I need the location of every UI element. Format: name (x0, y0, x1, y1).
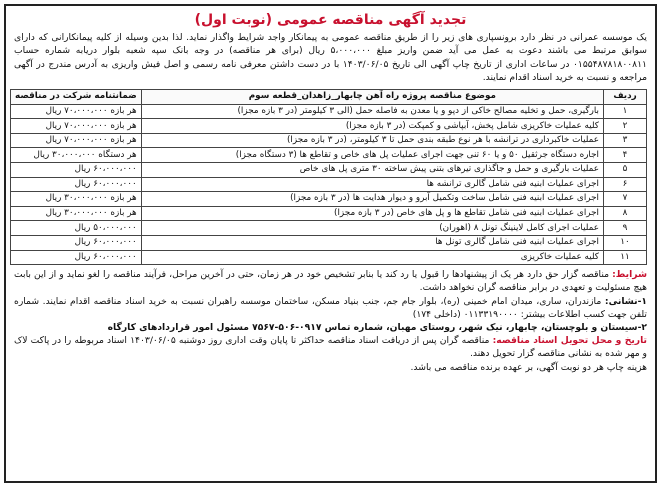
row-number: ۷ (604, 192, 647, 207)
row-subject: اجرای عملیات ابنیه فنی شامل ساخت وتکمیل آبرو و دیوار هدایت ها (در ۳ بازه مجزا) (141, 192, 603, 207)
tender-notice (4, 4, 657, 483)
deadline-label: تاریخ و محل تحویل اسناد مناقصه: (492, 335, 647, 347)
row-guarantee: هر بازه ۷۰،۰۰۰،۰۰۰ ریال (11, 119, 142, 134)
table-row (11, 133, 647, 148)
row-subject: کلیه عملیات خاکریزی شامل پخش، آبپاشی و کمپکت (در ۳ بازه مجزا) (141, 119, 603, 134)
row-number: ۶ (604, 177, 647, 192)
row-guarantee: هر بازه ۷۰،۰۰۰،۰۰۰ ریال (11, 104, 142, 119)
row-number: ۹ (604, 221, 647, 236)
fee-paragraph: هزینه چاپ هر دو نوبت آگهی، بر عهده برنده مناقصه می باشد. (410, 361, 647, 373)
table-row (11, 221, 647, 236)
table-row (11, 250, 647, 265)
address-paragraph (14, 295, 647, 321)
table-row (11, 192, 647, 207)
row-guarantee: ۶۰،۰۰۰،۰۰۰ ریال (11, 177, 142, 192)
row-number: ۳ (604, 133, 647, 148)
row-guarantee: ۶۰،۰۰۰،۰۰۰ ریال (11, 235, 142, 250)
row-guarantee: ۶۰،۰۰۰،۰۰۰ ریال (11, 250, 142, 265)
row-guarantee: هر بازه ۳۰،۰۰۰،۰۰۰ ریال (11, 206, 142, 221)
address2-paragraph: ۲-سیستان و بلوچستان، چابهار، نیک شهر، روستای مهبان، شماره تماس ۰۹۱۷-۵۰۶-۷۵۶۷ مسئول امور قراردادهای کارگاه (107, 321, 647, 333)
row-subject: عملیات اجرای کامل لاینینگ تونل ۸ (اهوران) (141, 221, 603, 236)
header-subject: موضوع مناقصه پروژه راه آهن چابهار_زاهدان_قطعه سوم (141, 89, 603, 104)
row-subject: عملیات خاکبرداری در ترانشه با هر نوع طبقه بندی حمل تا ۳ کیلومتر، (در ۳ بازه مجزا) (141, 133, 603, 148)
notice-intro: یک موسسه عمرانی در نظر دارد برونسپاری های زیر را از طریق مناقصه عمومی به پیمانکار واجد شرایط واگذار نماید. لذا بدین وسیله از کلیه پیمانکارانی که دارای سوابق مرتبط می باشند دعوت به عمل می آید ضمن واریز مبلغ ۵،۰۰۰،۰۰۰ ریال (برای هر مناقصه) در وجه بانک سپه شعبه بلوار دریابه شماره حساب ۰۱۵۵۴۸۷۸۱۸۰۰۸۱۱ در ساعات اداری از تاریخ چاپ آگهی الی تاریخ ۱۴۰۳/۰۶/۰۵ با در دست داشتن معرفی نامه رسمی و اصل فیش واریزی به آدرس مندرج در آگهی مراجعه و نسبت به خرید اسناد اقدام نمایند. (14, 32, 648, 84)
deadline-paragraph (14, 334, 647, 360)
row-guarantee: هر بازه ۳۰،۰۰۰،۰۰۰ ریال (11, 192, 142, 207)
table-header-row (11, 89, 647, 104)
table-row (11, 104, 647, 119)
table-row (11, 119, 647, 134)
table-row (11, 206, 647, 221)
tender-table (10, 89, 647, 266)
header-row-number: ردیف (604, 89, 647, 104)
table-row (11, 148, 647, 163)
row-subject: اجرای عملیات ابنیه فنی شامل گالری ترانشه ها (141, 177, 603, 192)
notice-title: تجدید آگهی مناقصه عمومی (نوبت اول) (194, 12, 467, 28)
row-number: ۴ (604, 148, 647, 163)
row-subject: اجاره دستگاه جرثقیل ۵۰ و یا ۶۰ تنی جهت اجرای عملیات پل های خاص و تقاطع ها (۳ دستگاه مجزا) (141, 148, 603, 163)
table-row (11, 163, 647, 178)
row-number: ۲ (604, 119, 647, 134)
notice-notes (6, 265, 655, 374)
conditions-label: شرایط: (612, 269, 647, 281)
row-number: ۱۰ (604, 235, 647, 250)
row-subject: عملیات بارگیری و حمل و جاگذاری تیرهای بتنی پیش ساخته ۳۰ متری پل های خاص (141, 163, 603, 178)
row-guarantee: ۵۰،۰۰۰،۰۰۰ ریال (11, 221, 142, 236)
address-label: ۱-نشانی: (604, 295, 648, 307)
row-guarantee: هر دستگاه ۳۰،۰۰۰،۰۰۰ ریال (11, 148, 142, 163)
row-number: ۸ (604, 206, 647, 221)
row-subject: اجرای عملیات ابنیه فنی شامل تقاطع ها و پل های خاص (در ۳ بازه مجزا) (141, 206, 603, 221)
row-guarantee: هر بازه ۷۰،۰۰۰،۰۰۰ ریال (11, 133, 142, 148)
deadline-text: مناقصه گران پس از دریافت اسناد مناقصه حداکثر تا پایان وقت اداری روز دوشنبه ۱۴۰۳/۰۶/۰۵ اسناد مربوطه را در پاکت لاک و مهر شده به نشانی مناقصه گزار تحویل دهند. (14, 335, 647, 360)
conditions-text: مناقصه گزار حق دارد هر یک از پیشنهادها را قبول یا رد کند یا بنابر تشخیص خود در هر زمان، حتی در آخرین مراحل، فرآیند مناقصه را لغو نماید و از این بابت هیچ مسئولیت و تعهدی در برابر مناقصه گران نخواهد داشت. (14, 269, 647, 294)
row-number: ۱ (604, 104, 647, 119)
row-number: ۵ (604, 163, 647, 178)
table-row (11, 177, 647, 192)
table-row (11, 235, 647, 250)
row-subject: کلیه عملیات خاکریزی (141, 250, 603, 265)
row-subject: بارگیری، حمل و تخلیه مصالح خاکی از دپو و یا معدن به فاصله حمل (الی ۳ کیلومتر (در ۳ بازه مجزا) (141, 104, 603, 119)
conditions-paragraph (14, 268, 647, 294)
row-guarantee: ۶۰،۰۰۰،۰۰۰ ریال (11, 163, 142, 178)
address-text: مازندران، ساری، میدان امام خمینی (ره)، بلوار جام جم، جنب بنیاد مسکن، ساختمان موسسه راهبران نسبت به خرید اسناد مناقصه اقدام نمایند. شماره تلفن جهت کسب اطلاعات بیشتر: ۰۱۱۳۳۱۹۰۰۰۰ (داخلی ۱۷۴) (14, 295, 647, 320)
row-subject: اجرای عملیات ابنیه فنی شامل گالری تونل ها (141, 235, 603, 250)
header-guarantee: ضمانتنامه شرکت در مناقصه (11, 89, 142, 104)
row-number: ۱۱ (604, 250, 647, 265)
